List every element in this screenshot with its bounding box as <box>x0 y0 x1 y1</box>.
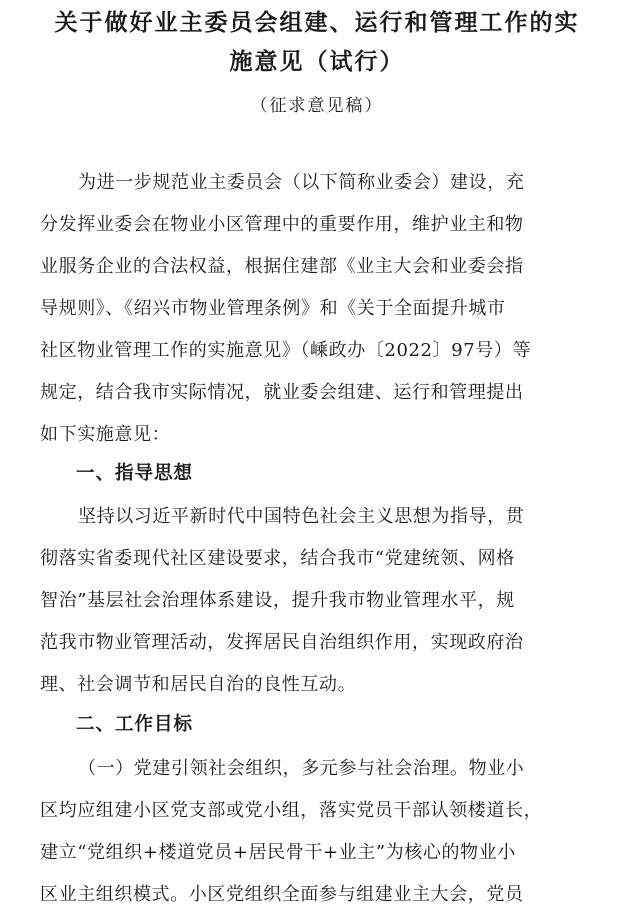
section2-line: 建立“党组织+楼道党员+居民骨干+业主”为核心的物业小 <box>40 842 516 863</box>
section2-line: （一）党建引领社会组织，多元参与社会治理。物业小 <box>78 758 525 779</box>
intro-line: 规定，结合我市实际情况，就业委会组建、运行和管理提出 <box>40 382 524 403</box>
intro-line: 导规则》、《绍兴市物业管理条例》和《关于全面提升城市 <box>40 298 506 319</box>
intro-line: 社区物业管理工作的实施意见》（嵊政办〔2022〕97号）等 <box>40 340 532 361</box>
document-title-line-1: 关于做好业主委员会组建、运行和管理工作的实 <box>54 9 580 36</box>
section2-line: 区均应组建小区党支部或党小组，落实党员干部认领楼道长， <box>40 800 543 821</box>
section1-line: 彻落实省委现代社区建设要求，结合我市“党建统领、网格 <box>40 548 515 569</box>
section1-line: 智治”基层社会治理体系建设，提升我市物业管理水平，规 <box>40 590 515 611</box>
intro-line: 如下实施意见： <box>40 424 171 445</box>
intro-line: 业服务企业的合法权益，根据住建部《业主大会和业委会指 <box>40 256 524 277</box>
section-heading-work-goals: 二、工作目标 <box>76 714 194 735</box>
document-subtitle: （征求意见稿） <box>250 96 384 116</box>
section-heading-guiding-ideology: 一、指导思想 <box>76 463 194 484</box>
intro-line: 分发挥业委会在物业小区管理中的重要作用，维护业主和物 <box>40 214 524 235</box>
document-title-line-2: 施意见（试行） <box>229 48 405 75</box>
section2-line: 区业主组织模式。小区党组织全面参与组建业主大会，党员 <box>40 884 524 905</box>
section1-line: 范我市物业管理活动，发挥居民自治组织作用，实现政府治 <box>40 632 524 653</box>
section1-line: 理、社会调节和居民自治的良性互动。 <box>40 674 357 695</box>
section1-line: 坚持以习近平新时代中国特色社会主义思想为指导，贯 <box>78 506 525 527</box>
intro-line: 为进一步规范业主委员会（以下简称业委会）建设，充 <box>78 172 525 193</box>
